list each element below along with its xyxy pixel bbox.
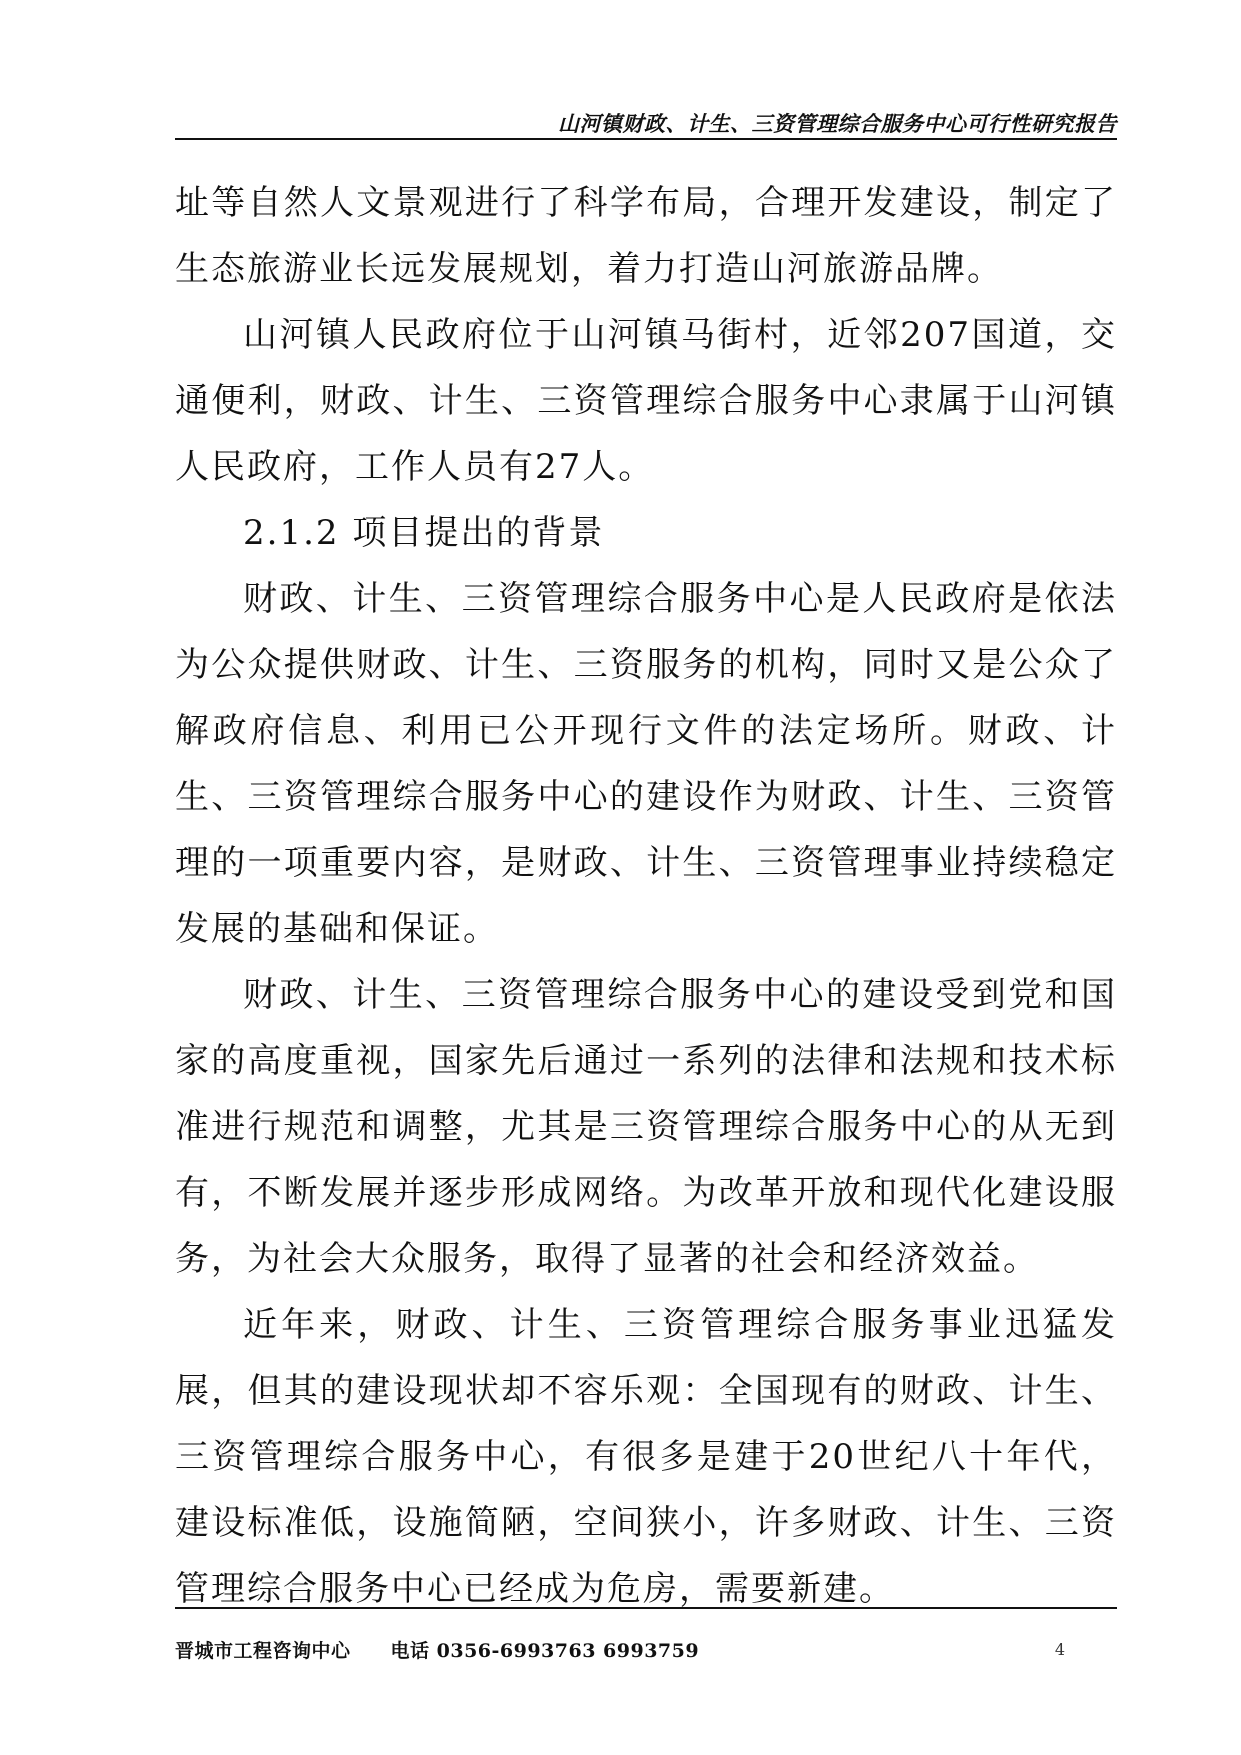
- paragraph-3: 财政、计生、三资管理综合服务中心是人民政府是依法为公众提供财政、计生、三资服务的机构，同时又是公众了解政府信息、利用已公开现行文件的法定场所。财政、计生、三资管理综合服务中心的建设作为财政、计生、三资管理的一项重要内容，是财政、计生、三资管理事业持续稳定发展的基础和保证。: [175, 579, 1117, 949]
- section-heading-2-1-2: 2.1.2 项目提出的背景: [243, 513, 605, 553]
- running-footer: [175, 1636, 699, 1663]
- page-number: 4: [1054, 1640, 1066, 1659]
- footer-phone: 电话 0356-6993763 6993759: [390, 1640, 700, 1662]
- header-divider: [175, 138, 1117, 140]
- paragraph-4: 财政、计生、三资管理综合服务中心的建设受到党和国家的高度重视，国家先后通过一系列的法律和法规和技术标准进行规范和调整，尤其是三资管理综合服务中心的从无到有，不断发展并逐步形成网络。为改革开放和现代化建设服务，为社会大众服务，取得了显著的社会和经济效益。: [175, 975, 1117, 1279]
- footer-organization: 晋城市工程咨询中心: [175, 1640, 351, 1662]
- paragraph-1: 址等自然人文景观进行了科学布局，合理开发建设，制定了生态旅游业长远发展规划，着力打造山河旅游品牌。: [175, 183, 1117, 289]
- running-header: 山河镇财政、计生、三资管理综合服务中心可行性研究报告: [558, 111, 1117, 136]
- paragraph-5: 近年来，财政、计生、三资管理综合服务事业迅猛发展，但其的建设现状却不容乐观：全国现有的财政、计生、三资管理综合服务中心，有很多是建于20世纪八十年代，建设标准低，设施简陋，空间狭小，许多财政、计生、三资管理综合服务中心已经成为危房，需要新建。: [175, 1305, 1117, 1609]
- document-body: [175, 170, 1117, 1622]
- footer-divider: [175, 1607, 1117, 1609]
- paragraph-2: 山河镇人民政府位于山河镇马街村，近邻207国道，交通便利，财政、计生、三资管理综合服务中心隶属于山河镇人民政府，工作人员有27人。: [175, 315, 1117, 487]
